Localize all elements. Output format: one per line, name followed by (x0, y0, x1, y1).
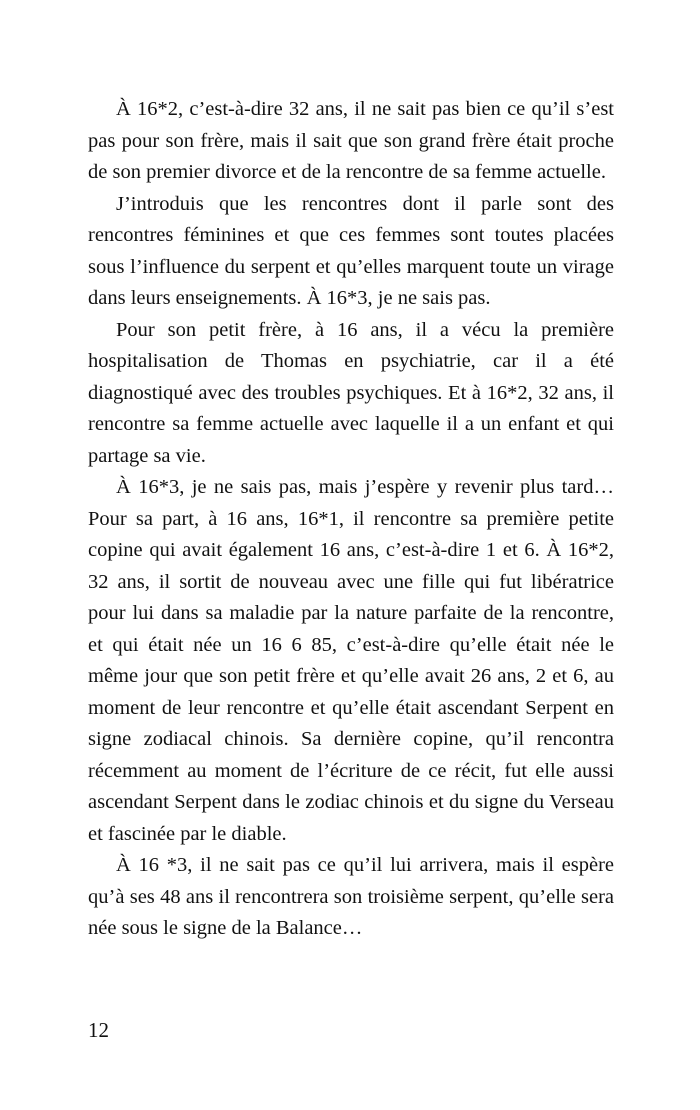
page-body (88, 94, 614, 945)
page-number: 12 (88, 1018, 109, 1042)
paragraph-2: J’introduis que les rencontres dont il parle sont des rencontres féminines et que ces femmes sont toutes placées sous l’influence du serpent et qu’elles marquent toute un virage dans leurs enseignements. À 16*3, je ne sais pas. (88, 192, 614, 309)
paragraph-4: À 16*3, je ne sais pas, mais j’espère y revenir plus tard… Pour sa part, à 16 ans, 16*1, il rencontre sa première petite copine qui avait également 16 ans, c’est-à-dire 1 et 6. À 16*2, 32 ans, il sortit de nouveau avec une fille qui fut libératrice pour lui dans sa maladie par la nature parfaite de la rencontre, et qui était née un 16 6 85, c’est-à-dire qu’elle était née le même jour que son petit frère et qu’elle avait 26 ans, 2 et 6, au moment de leur rencontre et qu’elle était ascendant Serpent en signe zodiacal chinois. Sa dernière copine, qu’il rencontra récemment au moment de l’écriture de ce récit, fut elle aussi ascendant Serpent dans le zodiac chinois et du signe du Verseau et fascinée par le diable. (88, 476, 614, 845)
paragraph-1: À 16*2, c’est-à-dire 32 ans, il ne sait pas bien ce qu’il s’est pas pour son frère, mais il sait que son grand frère était proche de son premier divorce et de la rencontre de sa femme actuelle. (88, 98, 614, 183)
paragraph-3: Pour son petit frère, à 16 ans, il a vécu la première hospitalisation de Thomas en psychiatrie, car il a été diagnostiqué avec des troubles psychiques. Et à 16*2, 32 ans, il rencontre sa femme actuelle avec laquelle il a un enfant et qui partage sa vie. (88, 318, 614, 467)
paragraph-5: À 16 *3, il ne sait pas ce qu’il lui arrivera, mais il espère qu’à ses 48 ans il rencontrera son troisième serpent, qu’elle sera née sous le signe de la Balance… (88, 854, 614, 939)
